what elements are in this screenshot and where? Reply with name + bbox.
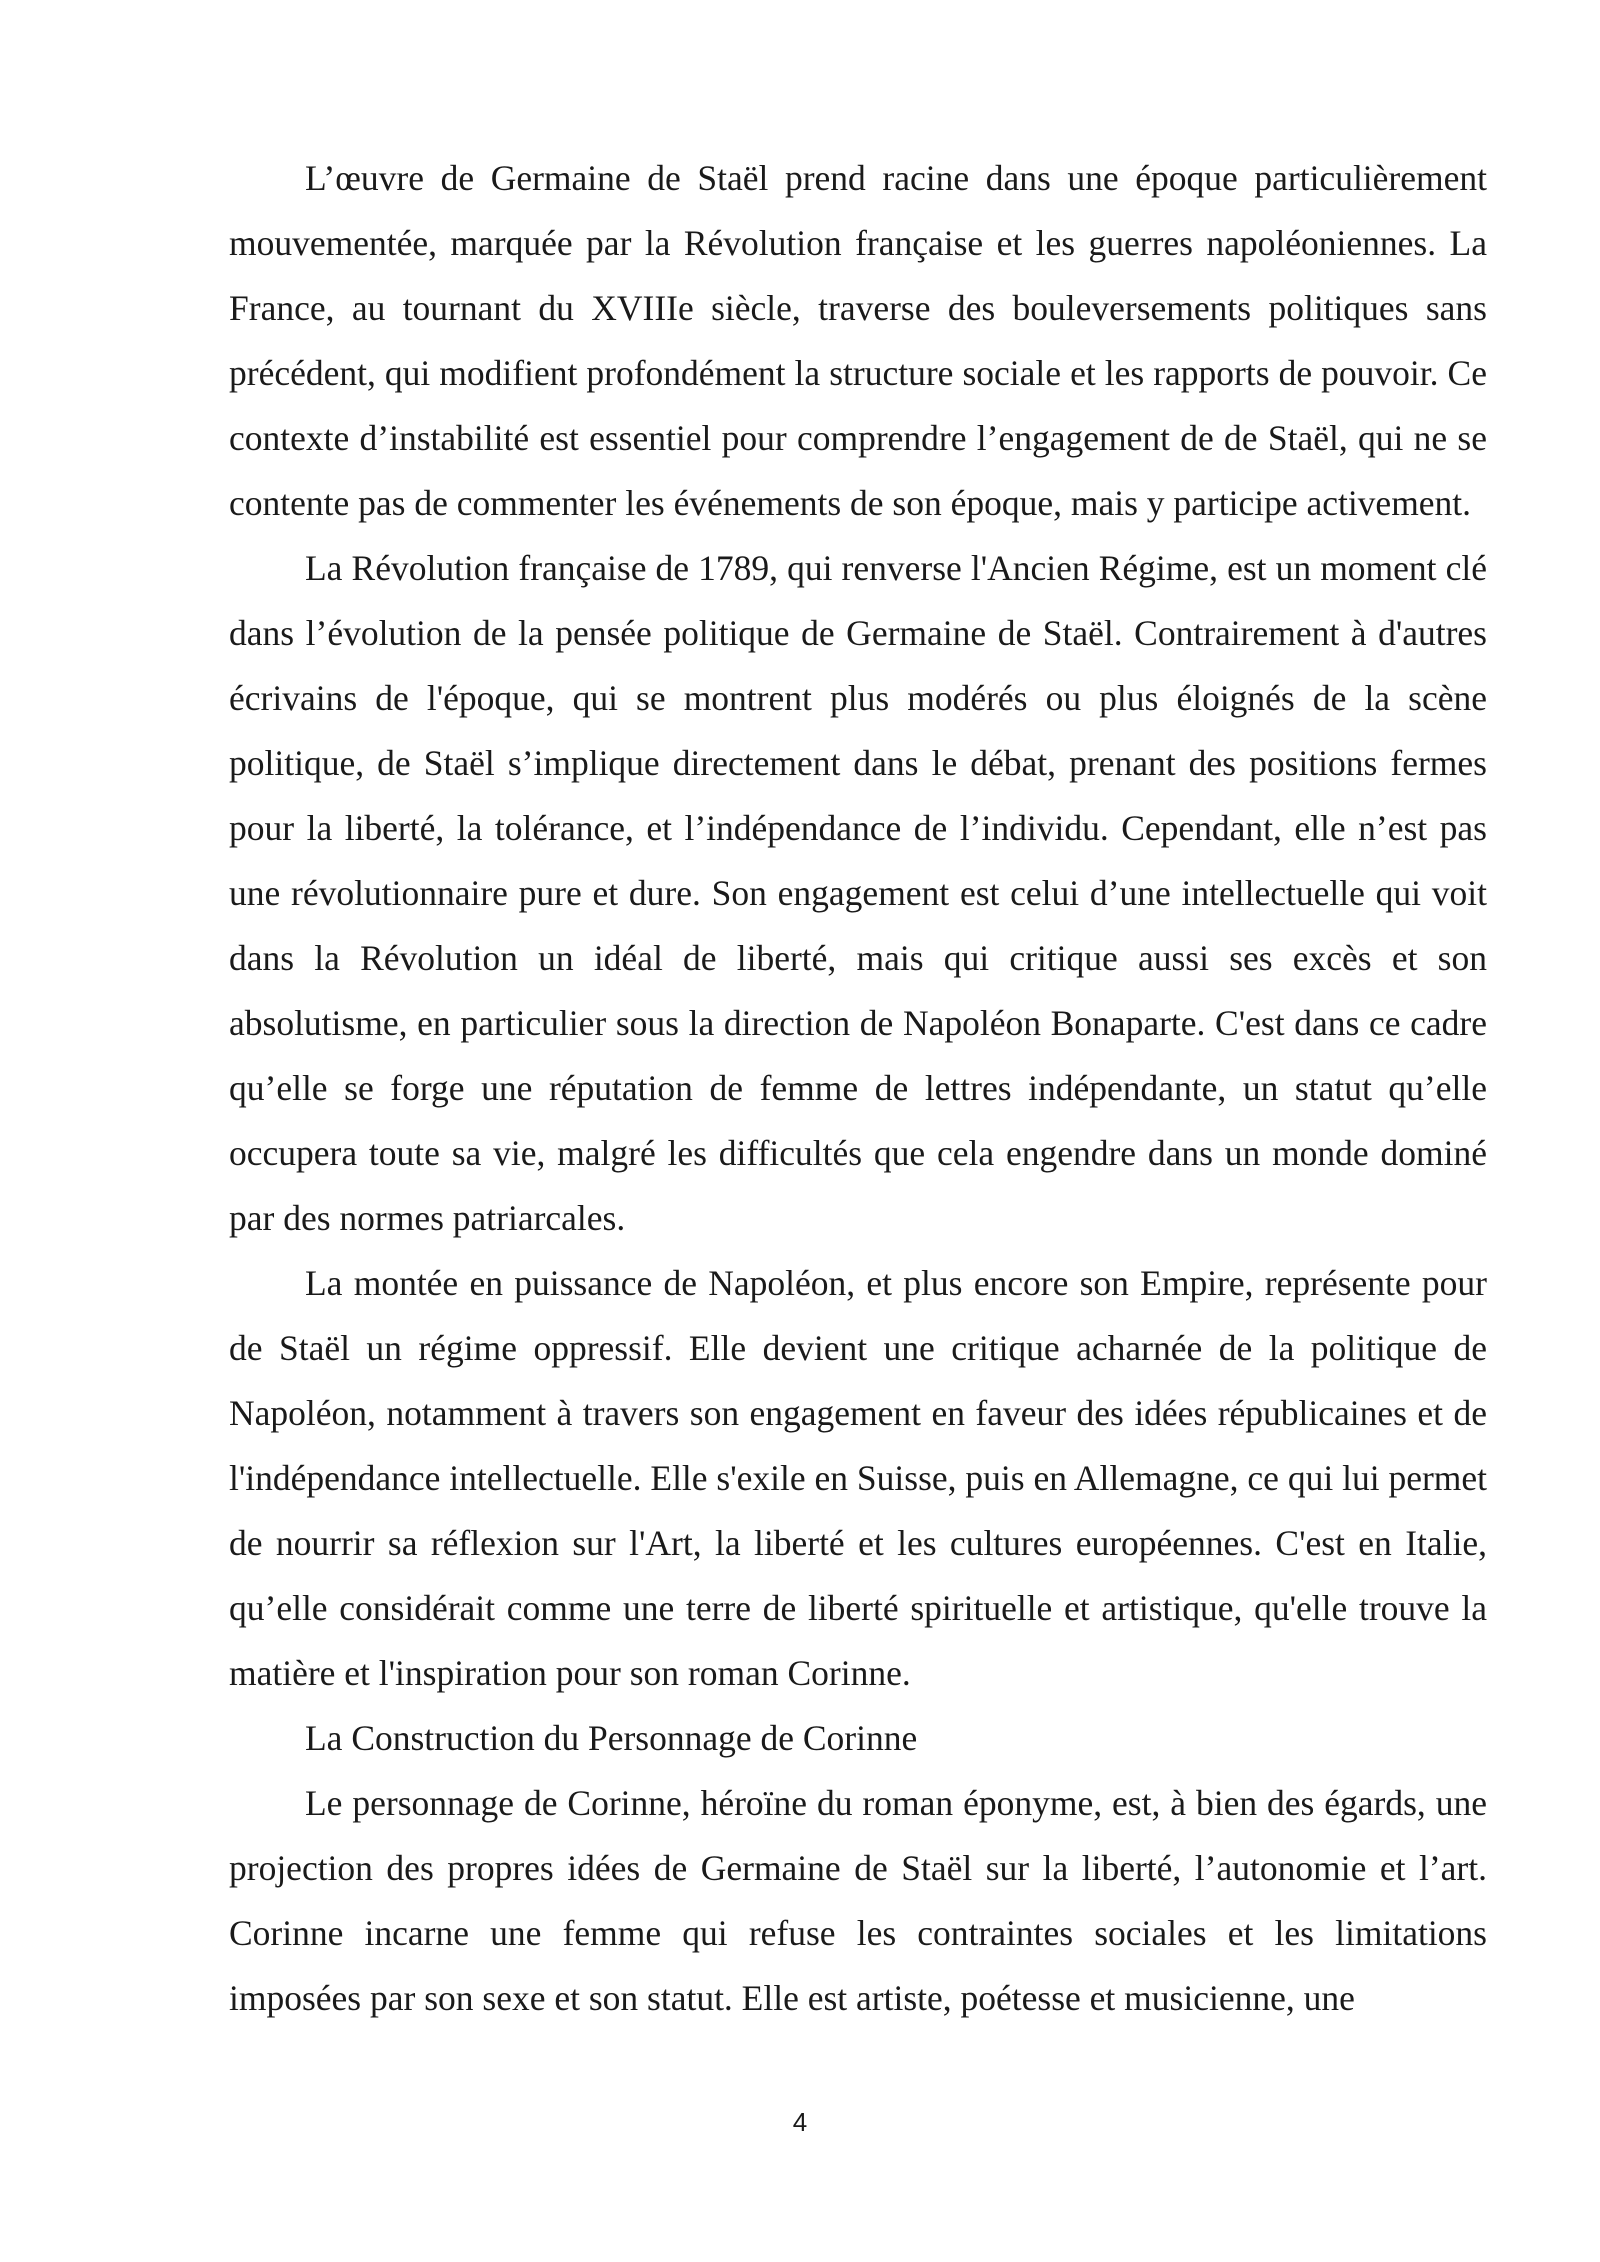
section-heading: La Construction du Personnage de Corinne <box>305 1718 918 1758</box>
paragraph-historical-context: L’œuvre de Germaine de Staël prend racine dans une époque particulièrement mouvementée, marquée par la Révolution française et les guerres napoléoniennes. La France, au tournant du XVIIIe siècle, traverse des bouleversements politiques sans précédent, qui modifient profondément la structure sociale et les rapports de pouvoir. Ce contexte d’instabilité est essentiel pour comprendre l’engagement de de Staël, qui ne se contente pas de commenter les événements de son époque, mais y participe activement. <box>229 158 1487 523</box>
body-text <box>229 146 1487 2031</box>
paragraph-revolution: La Révolution française de 1789, qui renverse l'Ancien Régime, est un moment clé dans l’évolution de la pensée politique de Germaine de Staël. Contrairement à d'autres écrivains de l'époque, qui se montrent plus modérés ou plus éloignés de la scène politique, de Staël s’implique directement dans le débat, prenant des positions fermes pour la liberté, la tolérance, et l’indépendance de l’individu. Cependant, elle n’est pas une révolutionnaire pure et dure. Son engagement est celui d’une intellectuelle qui voit dans la Révolution un idéal de liberté, mais qui critique aussi ses excès et son absolutisme, en particulier sous la direction de Napoléon Bonaparte. C'est dans ce cadre qu’elle se forge une réputation de femme de lettres indépendante, un statut qu’elle occupera toute sa vie, malgré les difficultés que cela engendre dans un monde dominé par des normes patriarcales. <box>229 548 1487 1238</box>
paragraph-corinne: Le personnage de Corinne, héroïne du roman éponyme, est, à bien des égards, une projection des propres idées de Germaine de Staël sur la liberté, l’autonomie et l’art. Corinne incarne une femme qui refuse les contraintes sociales et les limitations imposées par son sexe et son statut. Elle est artiste, poétesse et musicienne, une <box>229 1783 1487 2018</box>
page-number: 4 <box>792 2107 808 2137</box>
paragraph-napoleon: La montée en puissance de Napoléon, et plus encore son Empire, représente pour de Staël un régime oppressif. Elle devient une critique acharnée de la politique de Napoléon, notamment à travers son engagement en faveur des idées républicaines et de l'indépendance intellectuelle. Elle s'exile en Suisse, puis en Allemagne, ce qui lui permet de nourrir sa réflexion sur l'Art, la liberté et les cultures européennes. C'est en Italie, qu’elle considérait comme une terre de liberté spirituelle et artistique, qu'elle trouve la matière et l'inspiration pour son roman Corinne. <box>229 1263 1487 1693</box>
